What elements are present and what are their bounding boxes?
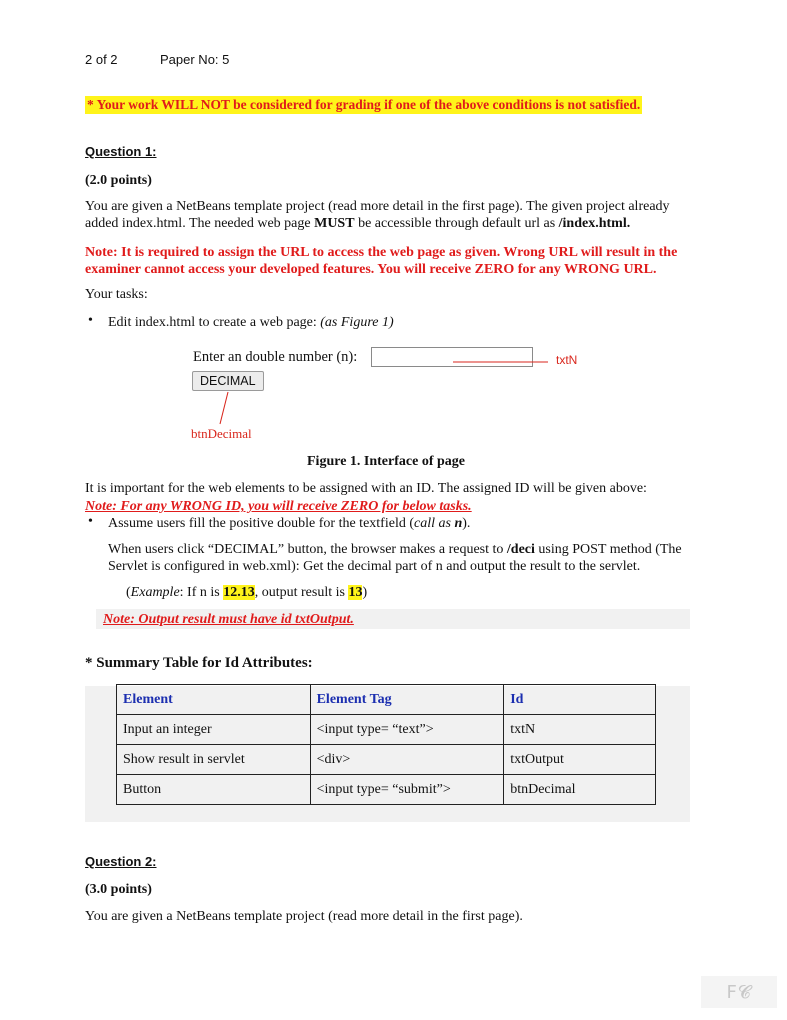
table-cell: <input type= “text”> xyxy=(310,715,504,745)
behavior-line-1 xyxy=(108,541,698,558)
url-note-line-1: Note: It is required to assign the URL to access the web page as given. Wrong URL will result in the xyxy=(85,245,678,260)
task-2-n: n xyxy=(454,516,463,531)
table-cell: txtOutput xyxy=(504,745,656,775)
task-2-call: call as xyxy=(414,516,455,531)
example-word: Example xyxy=(130,585,180,600)
table-row xyxy=(117,775,656,805)
bullet-icon: • xyxy=(88,514,93,529)
annotation-txtn: txtN xyxy=(556,353,578,367)
paper-number: Paper No: 5 xyxy=(160,52,230,67)
table-cell: Input an integer xyxy=(117,715,311,745)
url-note-line-2: examiner cannot access your developed features. You will receive ZERO for any WRONG URL. xyxy=(85,262,657,277)
intro-must: MUST xyxy=(314,216,355,231)
summary-table xyxy=(116,684,656,805)
id-importance-text: It is important for the web elements to be assigned with an ID. The assigned ID will be given above: xyxy=(85,481,647,496)
intro-url: /index.html. xyxy=(558,216,631,231)
example-output-value: 13 xyxy=(348,585,363,600)
example-text: , output result is xyxy=(254,585,349,600)
question-1-heading: Question 1: xyxy=(85,144,157,159)
example-input-value: 12.13 xyxy=(223,585,255,600)
task-2 xyxy=(108,515,470,532)
intro-text: be accessible through default url as xyxy=(354,216,559,231)
behavior-path: /deci xyxy=(506,542,535,557)
decimal-behavior xyxy=(108,541,698,575)
example-close: ) xyxy=(362,585,368,600)
example-line xyxy=(126,584,367,601)
bullet-icon: • xyxy=(88,313,93,328)
intro-line-1: You are given a NetBeans template project (read more detail in the first page). The given project already xyxy=(85,199,670,214)
task-2-text: Assume users fill the positive double for the textfield ( xyxy=(108,516,414,531)
table-row xyxy=(117,745,656,775)
table-cell: btnDecimal xyxy=(504,775,656,805)
output-id-note: Note: Output result must have id txtOutput. xyxy=(103,612,354,627)
example-open: ( xyxy=(126,585,131,600)
table-header-cell: Element Tag xyxy=(310,685,504,715)
wrong-id-note: Note: For any WRONG ID, you will receive ZERO for below tasks. xyxy=(85,499,472,514)
question-2-heading: Question 2: xyxy=(85,854,157,869)
figure-input-label: Enter an double number (n): xyxy=(193,349,358,365)
watermark-logo: F𝓒 xyxy=(701,976,777,1008)
intro-text: added index.html. The needed web page xyxy=(85,216,315,231)
task-2-end: ). xyxy=(462,516,471,531)
table-header-cell: Id xyxy=(504,685,656,715)
table-cell: <div> xyxy=(310,745,504,775)
table-row xyxy=(117,715,656,745)
behavior-text: using POST method (The xyxy=(534,542,682,557)
figure-decimal-button: DECIMAL xyxy=(192,371,264,391)
table-header-cell: Element xyxy=(117,685,311,715)
table-cell: Show result in servlet xyxy=(117,745,311,775)
table-cell: txtN xyxy=(504,715,656,745)
figure-caption: Figure 1. Interface of page xyxy=(307,454,465,469)
summary-title: * Summary Table for Id Attributes: xyxy=(85,655,313,671)
grading-warning: * Your work WILL NOT be considered for grading if one of the above conditions is not satisfied. xyxy=(87,97,641,112)
behavior-line-2: Servlet is configured in web.xml): Get the decimal part of n and output the result to the servlet. xyxy=(108,559,641,574)
annotation-btndecimal: btnDecimal xyxy=(191,426,252,441)
btn-pointer-line xyxy=(220,392,228,424)
table-cell: <input type= “submit”> xyxy=(310,775,504,805)
question-2-intro: You are given a NetBeans template project (read more detail in the first page). xyxy=(85,909,523,924)
question-1-points: (2.0 points) xyxy=(85,173,152,188)
example-text: : If n is xyxy=(179,585,224,600)
tasks-label: Your tasks: xyxy=(85,287,148,302)
behavior-text: When users click “DECIMAL” button, the browser makes a request to xyxy=(108,542,507,557)
table-header-row xyxy=(117,685,656,715)
task-1-ref: (as Figure 1) xyxy=(320,315,394,330)
question-2-points: (3.0 points) xyxy=(85,882,152,897)
page-number: 2 of 2 xyxy=(85,52,118,67)
table-cell: Button xyxy=(117,775,311,805)
task-1-text: Edit index.html to create a web page: xyxy=(108,315,321,330)
